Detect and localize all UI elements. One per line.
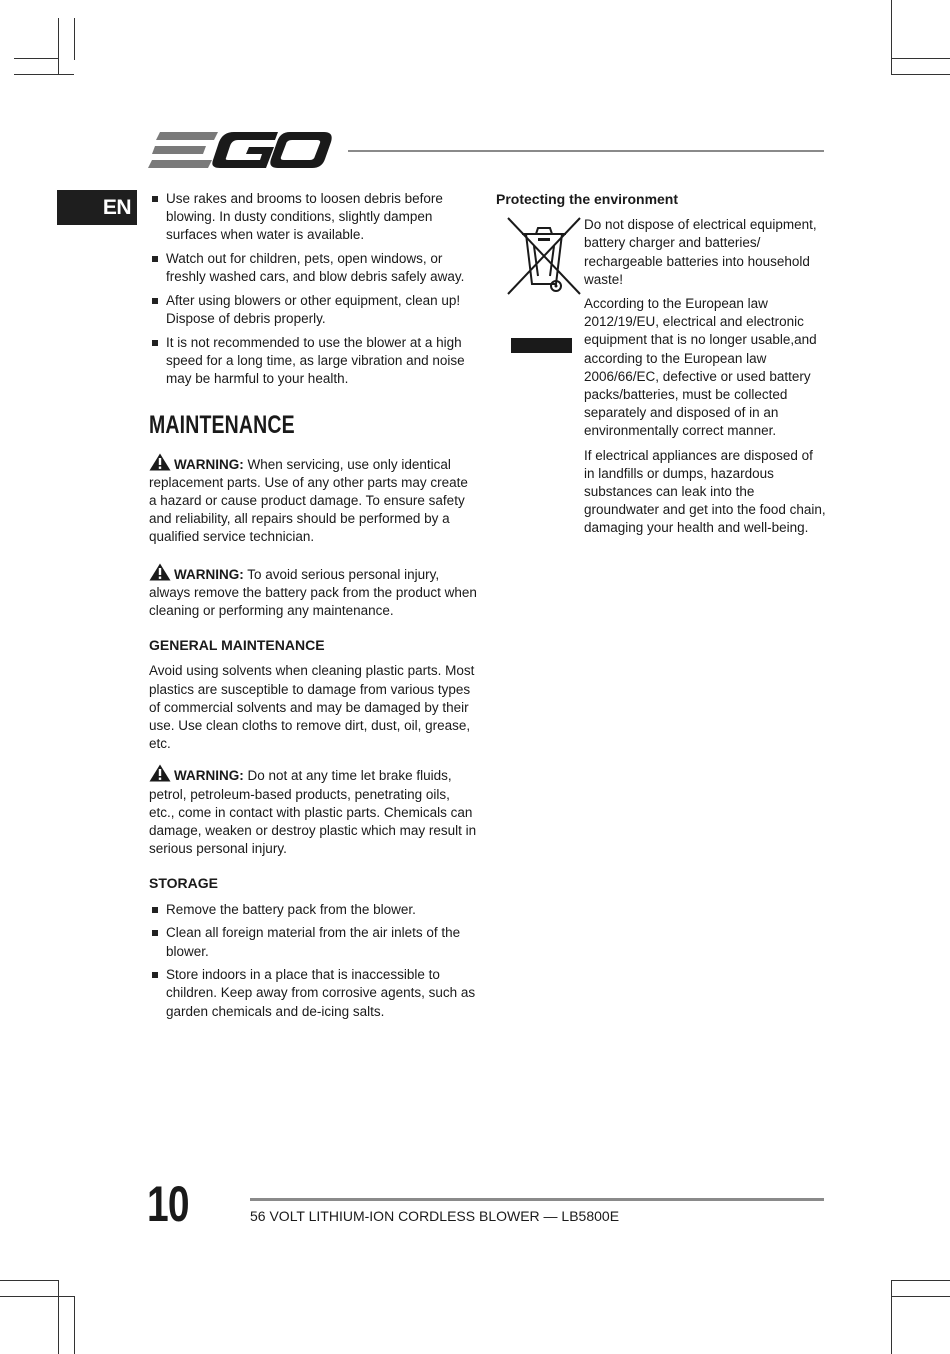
- crop-mark: [891, 58, 950, 59]
- warning-triangle-icon: [149, 764, 171, 782]
- ego-logo: [148, 128, 332, 174]
- list-item: After using blowers or other equipment, clean up! Dispose of debris properly.: [149, 292, 479, 328]
- crop-mark: [58, 1280, 59, 1354]
- right-column: [496, 190, 826, 549]
- warning-paragraph: [149, 563, 479, 621]
- footer-doc-title: 56 VOLT LITHIUM-ION CORDLESS BLOWER — LB5800E: [250, 1208, 620, 1224]
- list-item: Watch out for children, pets, open windows, or freshly washed cars, and blow debris safely away.: [149, 250, 479, 286]
- intro-bullet-list: [149, 190, 479, 389]
- list-item: Use rakes and brooms to loosen debris before blowing. In dusty conditions, slightly dampen surfaces when water is available.: [149, 190, 479, 245]
- list-item: Store indoors in a place that is inaccessible to children. Keep away from corrosive agents, such as garden chemicals and de-icing salts.: [149, 966, 479, 1021]
- maintenance-heading: MAINTENANCE: [149, 410, 295, 439]
- page-number: 10: [147, 1176, 189, 1232]
- crop-mark: [14, 58, 58, 59]
- environment-paragraph: If electrical appliances are disposed of in landfills or dumps, hazardous substances can leak into the groundwater and get into the food chain, damaging your health and well-being.: [584, 447, 826, 536]
- storage-heading: STORAGE: [149, 875, 218, 892]
- warning-triangle-icon: [149, 453, 171, 471]
- crop-mark: [891, 1296, 950, 1297]
- crop-mark: [14, 74, 74, 75]
- environment-paragraph: Do not dispose of electrical equipment, battery charger and batteries/ rechargeable batteries into household waste!: [584, 217, 817, 287]
- weee-bar: [511, 338, 572, 353]
- left-column: [149, 190, 479, 1026]
- environment-block: [496, 216, 826, 537]
- language-tab: EN: [57, 190, 137, 225]
- warning-text: When servicing, use only identical replacement parts. Use of any other parts may create a hazard or cause product damage. To ensure safety and reliability, all repairs should be performed by a qualified service technician.: [149, 456, 468, 545]
- environment-heading: Protecting the environment: [496, 191, 679, 207]
- footer-rule: [250, 1198, 824, 1201]
- general-maintenance-heading: GENERAL MAINTENANCE: [149, 637, 325, 654]
- environment-paragraph: According to the European law 2012/19/EU, electrical and electronic equipment that is no longer usable,and according to the European law 2006/66/EC, defective or used battery packs/batteries, must be collected separately and disposed of in an environmentally correct manner.: [584, 296, 817, 439]
- crop-mark: [74, 18, 75, 60]
- warning-paragraph: [149, 764, 479, 858]
- crop-mark: [58, 18, 59, 74]
- environment-text: [584, 216, 826, 537]
- crop-mark: [891, 0, 892, 74]
- warning-label: WARNING:: [174, 768, 244, 784]
- crop-mark: [0, 1296, 74, 1297]
- list-item: It is not recommended to use the blower at a high speed for a long time, as large vibration and noise may be harmful to your health.: [149, 334, 479, 389]
- crop-mark: [891, 1280, 892, 1354]
- list-item: Clean all foreign material from the air inlets of the blower.: [149, 924, 479, 960]
- warning-paragraph: [149, 453, 479, 547]
- header-rule: [348, 150, 824, 152]
- crop-mark: [0, 1280, 58, 1281]
- warning-label: WARNING:: [174, 456, 244, 472]
- warning-triangle-icon: [149, 563, 171, 581]
- crop-mark: [74, 1296, 75, 1354]
- list-item: Remove the battery pack from the blower.: [149, 901, 479, 919]
- storage-bullet-list: [149, 901, 479, 1021]
- warning-text: To avoid serious personal injury, always remove the battery pack from the product when cleaning or performing any maintenance.: [149, 566, 477, 618]
- crop-mark: [891, 74, 950, 75]
- warning-text: Do not at any time let brake fluids, petrol, petroleum-based products, penetrating oils, etc., come in contact with plastic parts. Chemicals can damage, weaken or destroy plastic which may result in serious personal injury.: [149, 768, 477, 857]
- warning-label: WARNING:: [174, 566, 244, 582]
- crossed-out-wheelie-bin-icon: [504, 214, 584, 324]
- general-maintenance-text: Avoid using solvents when cleaning plastic parts. Most plastics are susceptible to damage from various types of commercial solvents and may be damaged by their use. Use clean cloths to remove dirt, dust, oil, grease, etc.: [149, 663, 475, 752]
- crop-mark: [891, 1280, 950, 1281]
